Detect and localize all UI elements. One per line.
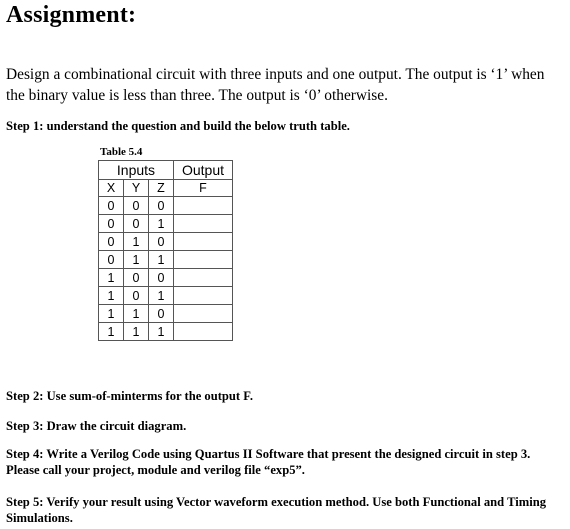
cell-z: 1 [149, 215, 174, 233]
table-column-header-row [99, 180, 233, 197]
step-2: Step 2: Use sum-of-minterms for the output F. [6, 389, 253, 403]
cell-f [174, 251, 233, 269]
step-3: Step 3: Draw the circuit diagram. [6, 419, 187, 433]
table-row [99, 233, 233, 251]
table-row [99, 269, 233, 287]
cell-f [174, 287, 233, 305]
cell-z: 0 [149, 233, 174, 251]
cell-y: 0 [124, 269, 149, 287]
cell-y: 0 [124, 287, 149, 305]
cell-x: 0 [99, 251, 124, 269]
truth-table [98, 160, 233, 341]
column-header-y: Y [124, 180, 149, 197]
inputs-group-header: Inputs [99, 161, 174, 180]
column-header-x: X [99, 180, 124, 197]
cell-x: 0 [99, 197, 124, 215]
cell-z: 0 [149, 197, 174, 215]
intro-paragraph: Design a combinational circuit with three inputs and one output. The output is ‘1’ when the binary value is less than three. The output is ‘0’ otherwise. [6, 66, 545, 104]
cell-f [174, 197, 233, 215]
table-row [99, 287, 233, 305]
cell-f [174, 233, 233, 251]
cell-x: 0 [99, 233, 124, 251]
cell-z: 0 [149, 269, 174, 287]
page-title: Assignment: [6, 2, 137, 28]
table-row [99, 215, 233, 233]
step-4: Step 4: Write a Verilog Code using Quartus II Software that present the designed circuit in step 3. Please call your project, module and verilog file “exp5”. [6, 447, 531, 477]
cell-f [174, 215, 233, 233]
cell-z: 0 [149, 305, 174, 323]
column-header-f: F [174, 180, 233, 197]
cell-x: 1 [99, 287, 124, 305]
cell-f [174, 305, 233, 323]
cell-y: 0 [124, 215, 149, 233]
table-row [99, 323, 233, 341]
step-5: Step 5: Verify your result using Vector waveform execution method. Use both Functional and Timing Simulations. [6, 495, 547, 525]
cell-f [174, 269, 233, 287]
cell-y: 0 [124, 197, 149, 215]
cell-x: 1 [99, 323, 124, 341]
cell-y: 1 [124, 323, 149, 341]
cell-y: 1 [124, 251, 149, 269]
cell-f [174, 323, 233, 341]
cell-x: 1 [99, 305, 124, 323]
column-header-z: Z [149, 180, 174, 197]
cell-x: 0 [99, 215, 124, 233]
cell-y: 1 [124, 305, 149, 323]
cell-z: 1 [149, 287, 174, 305]
table-row [99, 251, 233, 269]
table-row [99, 305, 233, 323]
cell-x: 1 [99, 269, 124, 287]
table-group-header-row [99, 161, 233, 180]
cell-z: 1 [149, 323, 174, 341]
cell-y: 1 [124, 233, 149, 251]
output-group-header: Output [174, 161, 233, 180]
cell-z: 1 [149, 251, 174, 269]
table-row [99, 197, 233, 215]
step-1: Step 1: understand the question and build the below truth table. [6, 119, 350, 133]
table-caption: Table 5.4 [100, 146, 143, 158]
